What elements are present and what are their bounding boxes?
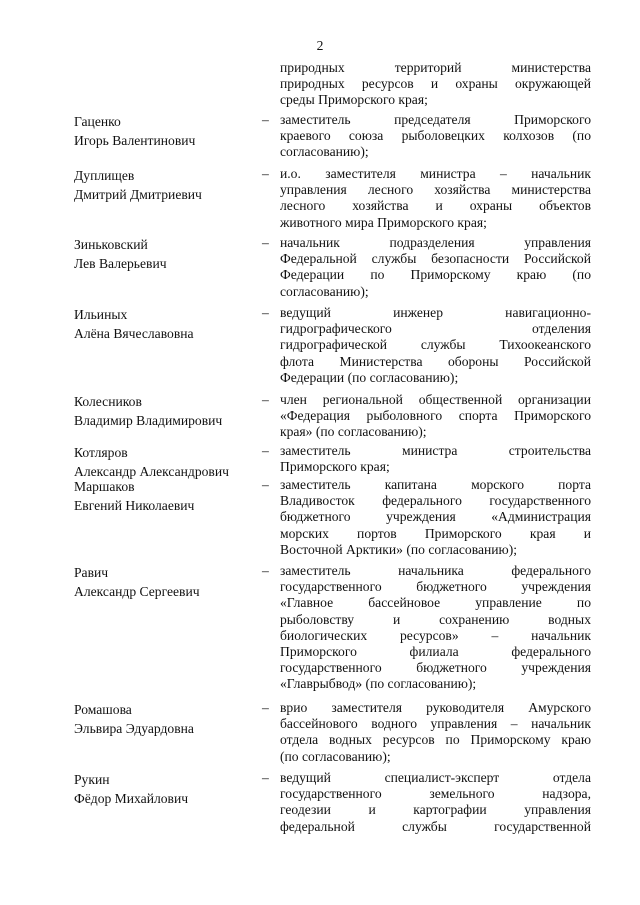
member-surname: Ромашова — [74, 702, 132, 717]
member-name — [74, 112, 264, 150]
position-line: «Главное бассейновое управление по — [280, 595, 591, 611]
member-surname: Рукин — [74, 772, 110, 787]
position-line: государственного земельного надзора, — [280, 786, 591, 802]
position-line: (по согласованию); — [280, 748, 391, 764]
position-line: заместитель председателя Приморского — [280, 112, 591, 127]
position-line: биологических ресурсов» – начальник — [280, 627, 591, 643]
position-line: «Федерация рыболовного спорта Приморского — [280, 408, 591, 424]
member-surname: Котляров — [74, 445, 128, 460]
member-given-name: Александр Сергеевич — [74, 584, 200, 599]
position-line: государственного бюджетного учреждения — [280, 660, 591, 676]
member-given-name: Эльвира Эдуардовна — [74, 721, 194, 736]
position-line: морских портов Приморского края и — [280, 525, 591, 541]
description-line: природных ресурсов и охраны окружающей — [280, 76, 591, 92]
member-surname: Маршаков — [74, 479, 135, 494]
continued-description — [280, 60, 591, 109]
description-line: природных территорий министерства — [280, 60, 591, 75]
member-name — [74, 770, 264, 808]
member-given-name: Фёдор Михайлович — [74, 791, 189, 806]
position-line: лесного хозяйства и охраны объектов — [280, 198, 591, 214]
member-given-name: Александр Александрович — [74, 464, 229, 479]
position-line: геодезии и картографии управления — [280, 802, 591, 818]
position-line: согласованию); — [280, 283, 369, 299]
member-given-name: Алёна Вячеславовна — [74, 326, 194, 341]
member-position — [280, 235, 591, 300]
member-given-name: Игорь Валентинович — [74, 133, 196, 148]
position-line: член региональной общественной организации — [280, 392, 591, 407]
member-given-name: Лев Валерьевич — [74, 256, 167, 271]
position-line: ведущий специалист-эксперт отдела — [280, 770, 591, 785]
dash-separator: – — [262, 305, 269, 320]
position-line: Федеральной службы безопасности Российской — [280, 251, 591, 267]
member-position — [280, 700, 591, 765]
position-line: флота Министерства обороны Российской — [280, 353, 591, 369]
page-number: 2 — [316, 38, 324, 53]
position-line: Восточной Арктики» (по согласованию); — [280, 541, 517, 557]
member-surname: Дуплищев — [74, 168, 135, 183]
member-position — [280, 770, 591, 835]
member-position — [280, 477, 591, 558]
dash-separator: – — [262, 392, 269, 407]
position-line: и.о. заместителя министра – начальник — [280, 166, 591, 181]
dash-separator: – — [262, 166, 269, 181]
position-line: бюджетного учреждения «Администрация — [280, 509, 591, 525]
member-name — [74, 563, 264, 601]
position-line: рыболовству и сохранению водных — [280, 611, 591, 627]
position-line: заместитель начальника федерального — [280, 563, 591, 578]
position-line: врио заместителя руководителя Амурского — [280, 700, 591, 715]
dash-separator: – — [262, 770, 269, 785]
position-line: краевого союза рыболовецких колхозов (по — [280, 128, 591, 144]
member-name — [74, 166, 264, 204]
dash-separator: – — [262, 700, 269, 715]
dash-separator: – — [262, 563, 269, 578]
member-surname: Равич — [74, 565, 109, 580]
position-line: «Главрыбвод» (по согласованию); — [280, 676, 477, 692]
position-line: Приморского филиала федерального — [280, 643, 591, 659]
member-position — [280, 563, 591, 693]
member-position — [280, 392, 591, 441]
member-position — [280, 443, 591, 475]
position-line: заместитель министра строительства — [280, 443, 591, 458]
position-line: отдела водных ресурсов по Приморскому краю — [280, 732, 591, 748]
dash-separator: – — [262, 443, 269, 458]
member-surname: Гаценко — [74, 114, 121, 129]
member-given-name: Владимир Владимирович — [74, 413, 223, 428]
member-surname: Зиньковский — [74, 237, 148, 252]
dash-separator: – — [262, 235, 269, 250]
position-line: Федерации по Приморскому краю (по — [280, 267, 591, 283]
position-line: Владивосток федерального государственного — [280, 493, 591, 509]
position-line: управления лесного хозяйства министерства — [280, 182, 591, 198]
position-line: федеральной службы государственной — [280, 818, 591, 834]
position-line: заместитель капитана морского порта — [280, 477, 591, 492]
member-name — [74, 700, 264, 738]
member-position — [280, 305, 591, 386]
dash-separator: – — [262, 477, 269, 492]
member-surname: Колесников — [74, 394, 142, 409]
member-name — [74, 392, 264, 430]
position-line: согласованию); — [280, 144, 369, 160]
position-line: бассейнового водного управления – начальник — [280, 716, 591, 732]
member-surname: Ильиных — [74, 307, 128, 322]
position-line: начальник подразделения управления — [280, 235, 591, 250]
dash-separator: – — [262, 112, 269, 127]
position-line: гидрографической службы Тихоокеанского — [280, 337, 591, 353]
member-name — [74, 443, 264, 481]
member-name — [74, 477, 264, 515]
description-line: среды Приморского края; — [280, 92, 428, 108]
position-line: края» (по согласованию); — [280, 424, 427, 440]
member-name — [74, 235, 264, 273]
member-given-name: Евгений Николаевич — [74, 498, 195, 513]
member-position — [280, 166, 591, 231]
member-position — [280, 112, 591, 161]
position-line: животного мира Приморского края; — [280, 214, 487, 230]
member-given-name: Дмитрий Дмитриевич — [74, 187, 202, 202]
position-line: гидрографического отделения — [280, 321, 591, 337]
position-line: Федерации (по согласованию); — [280, 369, 459, 385]
position-line: Приморского края; — [280, 459, 390, 475]
position-line: ведущий инженер навигационно- — [280, 305, 591, 320]
member-name — [74, 305, 264, 343]
position-line: государственного бюджетного учреждения — [280, 579, 591, 595]
